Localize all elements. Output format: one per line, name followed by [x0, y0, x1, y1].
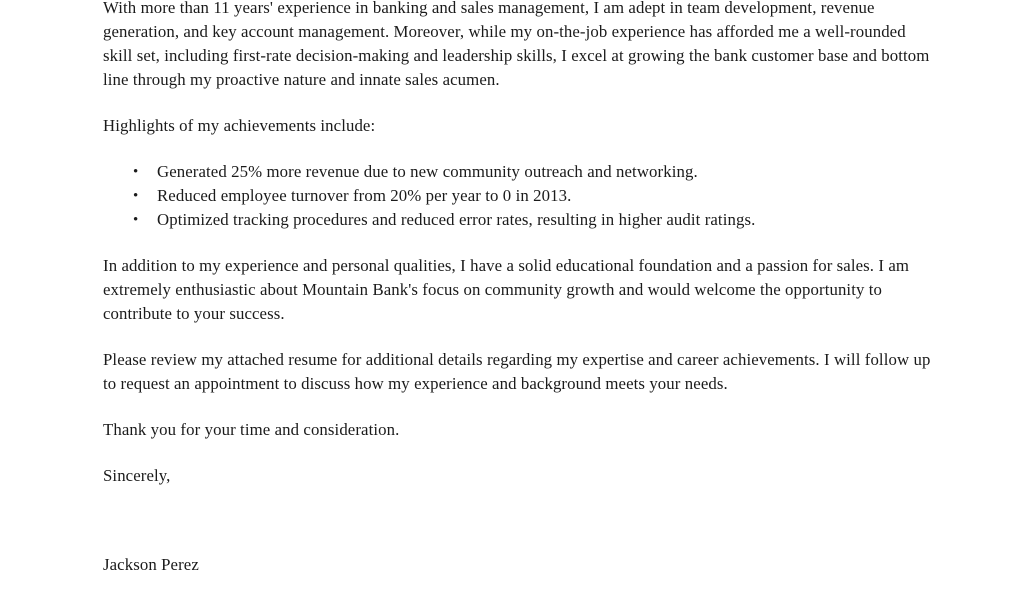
list-item — [103, 160, 931, 184]
signature-spacer — [103, 488, 931, 536]
list-top-spacer — [103, 138, 931, 160]
bullet-icon: • — [133, 212, 139, 228]
list-item-text: Optimized tracking procedures and reduced error rates, resulting in higher audit ratings. — [157, 210, 756, 229]
paragraph-spacer — [103, 442, 931, 464]
thanks-line: Thank you for your time and consideration. — [103, 420, 400, 439]
bullet-icon: • — [133, 188, 139, 204]
opening-paragraph: With more than 11 years' experience in banking and sales management, I am adept in team development, revenue generation, and key account management. Moreover, while my on-the-job experience has afforded me a well-rounded skill set, including first-rate decision-making and leadership skills, I excel at growing the bank customer base and bottom line through my proactive nature and innate sales acumen. — [103, 0, 930, 89]
resume-paragraph: Please review my attached resume for additional details regarding my expertise and career achievements. I will follow up to request an appointment to discuss how my experience and background meets your needs. — [103, 350, 931, 393]
highlights-list — [103, 160, 931, 232]
list-item — [103, 208, 931, 232]
paragraph-spacer — [103, 92, 931, 114]
closing-salutation: Sincerely, — [103, 466, 171, 485]
signature-name: Jackson Perez — [103, 554, 199, 574]
education-paragraph: In addition to my experience and personal qualities, I have a solid educational foundation and a passion for sales. I am extremely enthusiastic about Mountain Bank's focus on community growth and would welcome the opportunity to contribute to your success. — [103, 256, 910, 323]
list-bottom-spacer — [103, 232, 931, 254]
paragraph-spacer — [103, 396, 931, 418]
list-item — [103, 184, 931, 208]
bullet-icon: • — [133, 164, 139, 180]
list-item-text: Reduced employee turnover from 20% per year to 0 in 2013. — [157, 186, 572, 205]
letter-body — [103, 0, 931, 594]
paragraph-spacer — [103, 326, 931, 348]
highlights-intro-paragraph: Highlights of my achievements include: — [103, 116, 376, 135]
list-item-text: Generated 25% more revenue due to new community outreach and networking. — [157, 162, 698, 181]
